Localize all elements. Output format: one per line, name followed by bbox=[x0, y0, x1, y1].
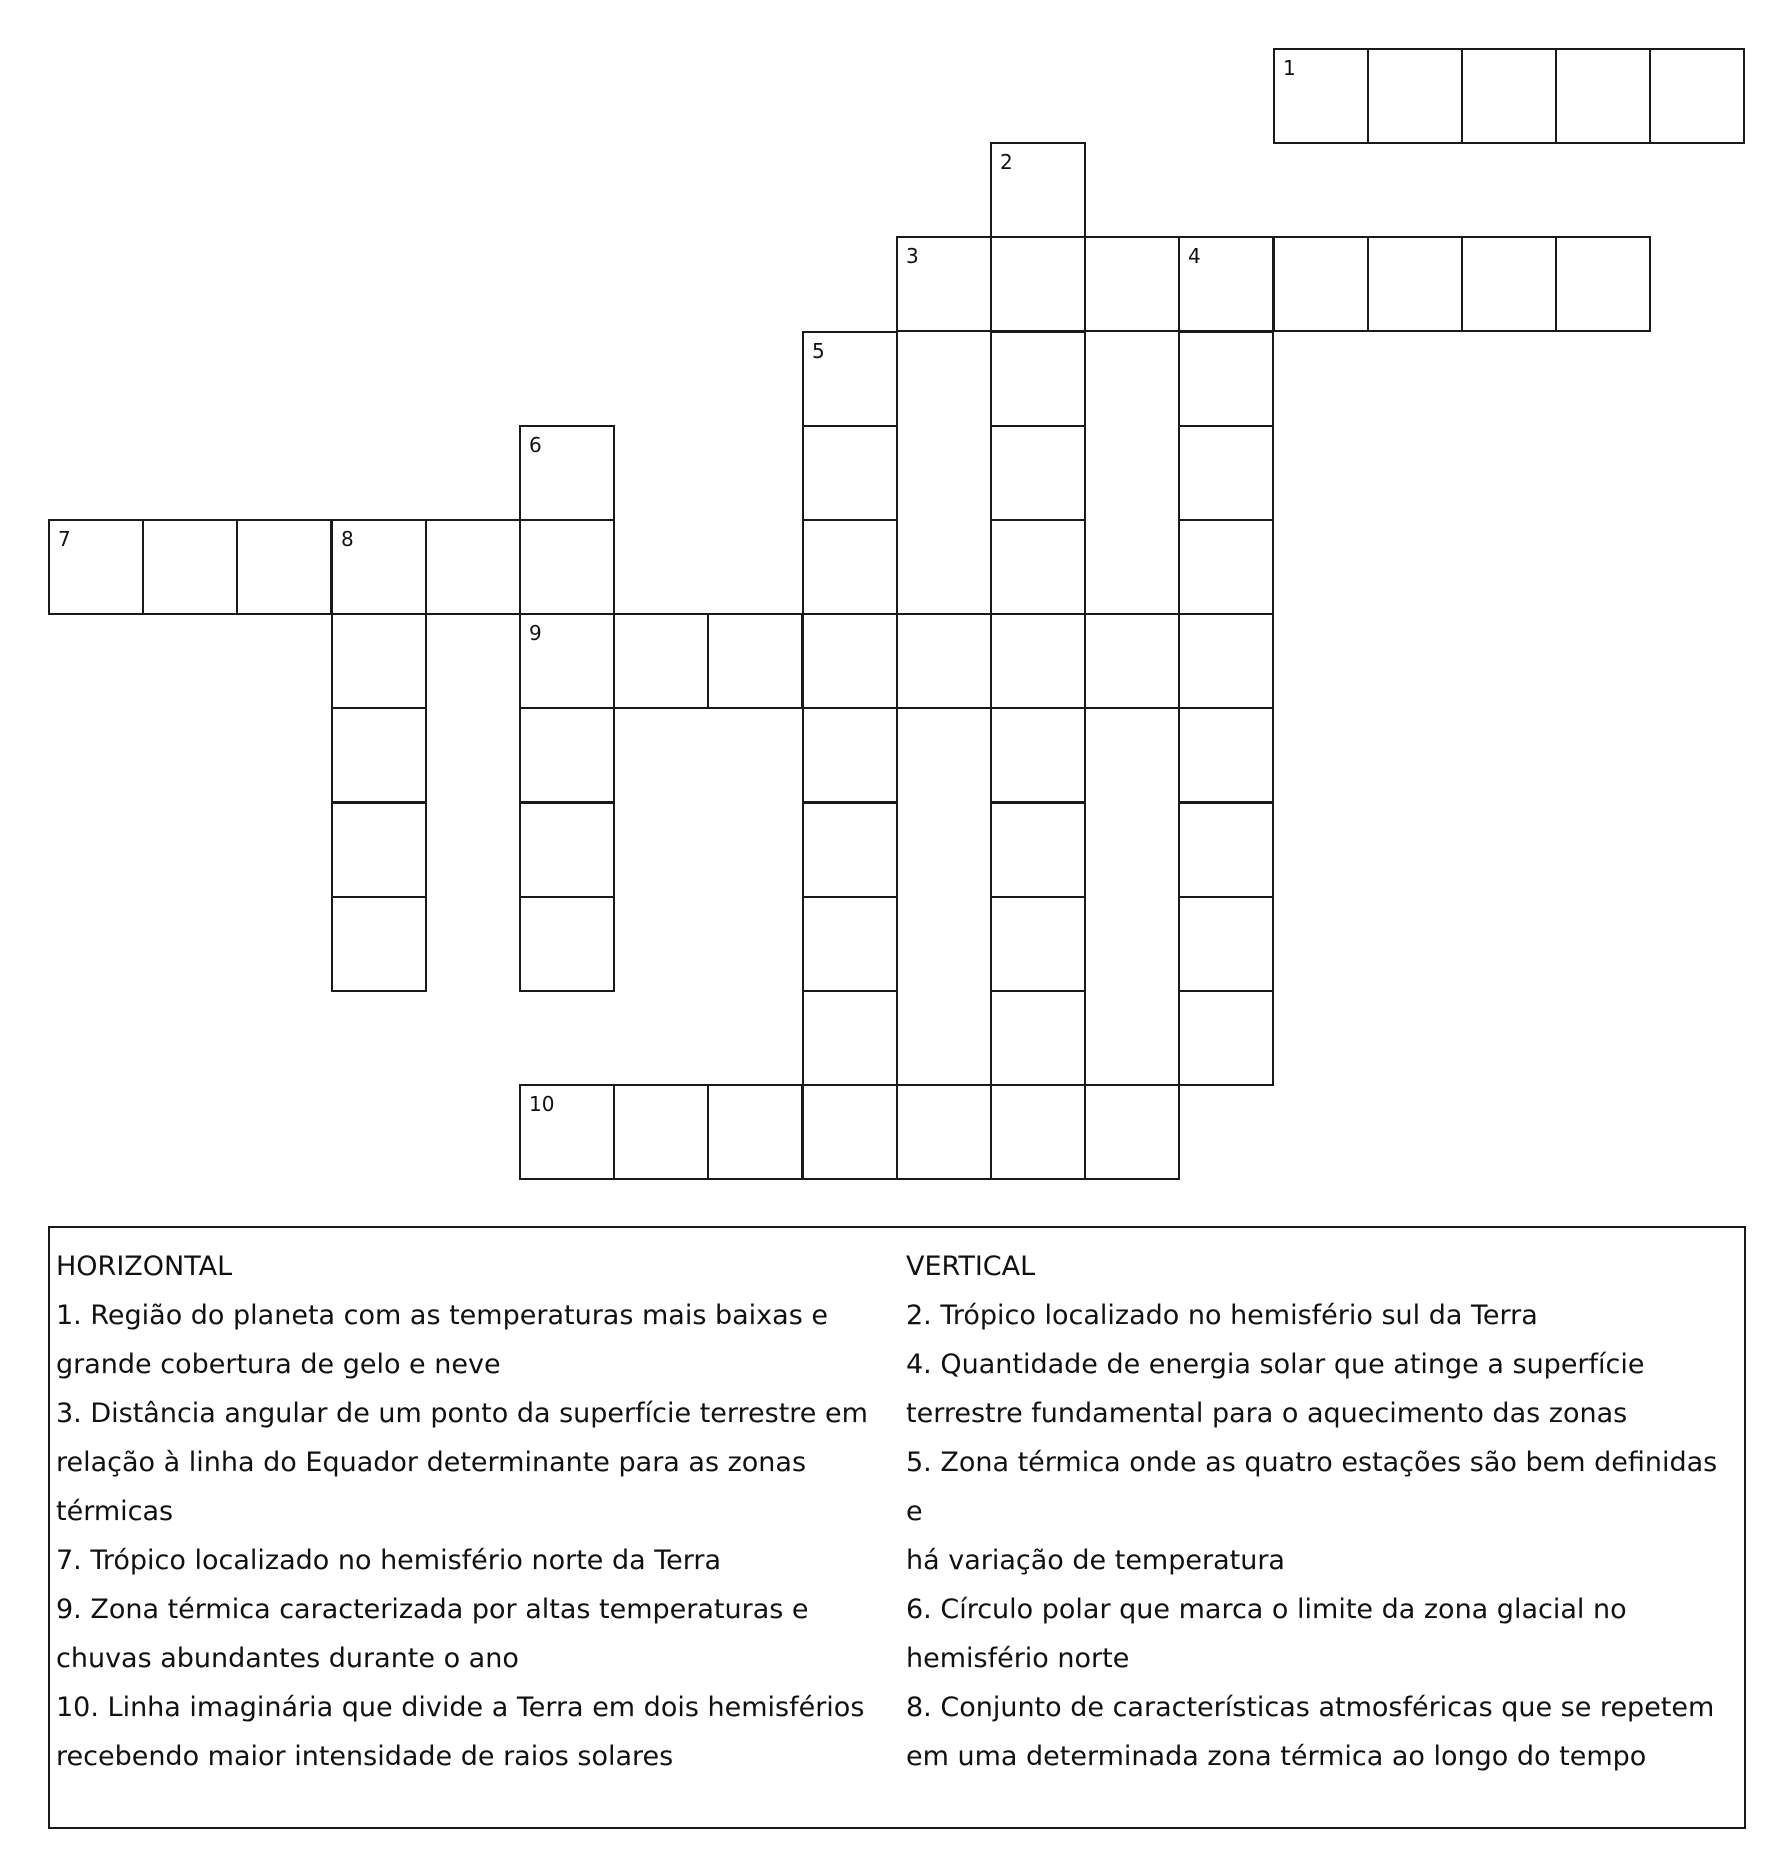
crossword-cell[interactable] bbox=[990, 990, 1086, 1086]
crossword-cell[interactable] bbox=[896, 613, 992, 709]
cell-number: 10 bbox=[529, 1092, 555, 1116]
crossword-cell[interactable] bbox=[519, 896, 615, 992]
vertical-heading: VERTICAL bbox=[906, 1251, 1036, 1282]
crossword-cell[interactable] bbox=[1178, 519, 1274, 615]
clues-box bbox=[48, 1226, 1746, 1829]
cell-number: 5 bbox=[812, 339, 825, 363]
crossword-cell[interactable] bbox=[990, 519, 1086, 615]
crossword-cell[interactable] bbox=[1649, 48, 1745, 144]
horizontal-clues bbox=[56, 1242, 886, 1781]
crossword-cell[interactable] bbox=[425, 519, 521, 615]
crossword-cell[interactable] bbox=[613, 1084, 709, 1180]
crossword-cell[interactable] bbox=[802, 1084, 898, 1180]
crossword-cell[interactable] bbox=[990, 331, 1086, 427]
cell-number: 3 bbox=[906, 244, 919, 268]
crossword-cell[interactable] bbox=[1084, 613, 1180, 709]
clue-line: 5. Zona térmica onde as quatro estações são bem definidas e bbox=[906, 1447, 1718, 1527]
clue-line: terrestre fundamental para o aquecimento das zonas bbox=[906, 1398, 1628, 1429]
clue-line: há variação de temperatura bbox=[906, 1545, 1285, 1576]
crossword-cell[interactable] bbox=[802, 331, 898, 427]
crossword-cell[interactable] bbox=[1178, 896, 1274, 992]
clue-line: 6. Círculo polar que marca o limite da zona glacial no bbox=[906, 1594, 1627, 1625]
crossword-cell[interactable] bbox=[519, 1084, 615, 1180]
crossword-cell[interactable] bbox=[802, 613, 898, 709]
crossword-cell[interactable] bbox=[613, 613, 709, 709]
clue-line: chuvas abundantes durante o ano bbox=[56, 1643, 519, 1674]
crossword-cell[interactable] bbox=[519, 802, 615, 898]
crossword-cell[interactable] bbox=[331, 519, 427, 615]
crossword-cell[interactable] bbox=[896, 1084, 992, 1180]
crossword-cell[interactable] bbox=[1555, 48, 1651, 144]
crossword-cell[interactable] bbox=[802, 425, 898, 521]
crossword-cell[interactable] bbox=[1367, 48, 1463, 144]
crossword-cell[interactable] bbox=[707, 613, 803, 709]
crossword-cell[interactable] bbox=[519, 613, 615, 709]
crossword-cell[interactable] bbox=[48, 519, 144, 615]
crossword-cell[interactable] bbox=[1178, 613, 1274, 709]
crossword-cell[interactable] bbox=[990, 802, 1086, 898]
crossword-cell[interactable] bbox=[331, 707, 427, 803]
horizontal-heading: HORIZONTAL bbox=[56, 1251, 233, 1282]
clue-line: em uma determinada zona térmica ao longo do tempo bbox=[906, 1741, 1647, 1772]
crossword-cell[interactable] bbox=[236, 519, 332, 615]
vertical-clues bbox=[906, 1242, 1742, 1781]
crossword-cell[interactable] bbox=[1273, 236, 1369, 332]
crossword-cell[interactable] bbox=[1367, 236, 1463, 332]
crossword-cell[interactable] bbox=[1084, 1084, 1180, 1180]
crossword-cell[interactable] bbox=[990, 236, 1086, 332]
crossword-cell[interactable] bbox=[1178, 707, 1274, 803]
clue-line: 1. Região do planeta com as temperaturas mais baixas e bbox=[56, 1300, 828, 1331]
crossword-cell[interactable] bbox=[802, 707, 898, 803]
cell-number: 9 bbox=[529, 621, 542, 645]
crossword-cell[interactable] bbox=[1273, 48, 1369, 144]
clue-line: hemisfério norte bbox=[906, 1643, 1130, 1674]
crossword-cell[interactable] bbox=[990, 425, 1086, 521]
crossword-cell[interactable] bbox=[1178, 425, 1274, 521]
clue-line: 8. Conjunto de características atmosféricas que se repetem bbox=[906, 1692, 1715, 1723]
crossword-cell[interactable] bbox=[519, 519, 615, 615]
crossword-cell[interactable] bbox=[519, 425, 615, 521]
cell-number: 6 bbox=[529, 433, 542, 457]
clue-line: 3. Distância angular de um ponto da superfície terrestre em bbox=[56, 1398, 868, 1429]
crossword-cell[interactable] bbox=[990, 707, 1086, 803]
crossword-cell[interactable] bbox=[331, 613, 427, 709]
cell-number: 8 bbox=[341, 527, 354, 551]
crossword-cell[interactable] bbox=[1178, 236, 1274, 332]
crossword-cell[interactable] bbox=[142, 519, 238, 615]
crossword-cell[interactable] bbox=[1178, 331, 1274, 427]
clue-line: recebendo maior intensidade de raios solares bbox=[56, 1741, 674, 1772]
crossword-cell[interactable] bbox=[802, 519, 898, 615]
crossword-cell[interactable] bbox=[896, 236, 992, 332]
crossword-cell[interactable] bbox=[990, 613, 1086, 709]
crossword-cell[interactable] bbox=[1178, 802, 1274, 898]
crossword-cell[interactable] bbox=[802, 990, 898, 1086]
clue-line: 4. Quantidade de energia solar que atinge a superfície bbox=[906, 1349, 1645, 1380]
crossword-cell[interactable] bbox=[519, 707, 615, 803]
crossword-cell[interactable] bbox=[1461, 236, 1557, 332]
cell-number: 1 bbox=[1283, 56, 1296, 80]
cell-number: 4 bbox=[1188, 244, 1201, 268]
crossword-cell[interactable] bbox=[1178, 990, 1274, 1086]
crossword-cell[interactable] bbox=[802, 896, 898, 992]
crossword-cell[interactable] bbox=[802, 802, 898, 898]
clue-line: 7. Trópico localizado no hemisfério norte da Terra bbox=[56, 1545, 722, 1576]
cell-number: 2 bbox=[1000, 150, 1013, 174]
crossword-cell[interactable] bbox=[990, 142, 1086, 238]
crossword-cell[interactable] bbox=[1461, 48, 1557, 144]
crossword-cell[interactable] bbox=[1084, 236, 1180, 332]
clue-line: térmicas bbox=[56, 1496, 174, 1527]
crossword-cell[interactable] bbox=[990, 1084, 1086, 1180]
clue-line: 2. Trópico localizado no hemisfério sul da Terra bbox=[906, 1300, 1538, 1331]
clue-line: relação à linha do Equador determinante para as zonas bbox=[56, 1447, 807, 1478]
clue-line: 10. Linha imaginária que divide a Terra em dois hemisférios bbox=[56, 1692, 865, 1723]
crossword-cell[interactable] bbox=[990, 896, 1086, 992]
crossword-cell[interactable] bbox=[707, 1084, 803, 1180]
clue-line: grande cobertura de gelo e neve bbox=[56, 1349, 501, 1380]
crossword-cell[interactable] bbox=[1555, 236, 1651, 332]
cell-number: 7 bbox=[58, 527, 71, 551]
crossword-cell[interactable] bbox=[331, 896, 427, 992]
crossword-cell[interactable] bbox=[331, 802, 427, 898]
clue-line: 9. Zona térmica caracterizada por altas temperaturas e bbox=[56, 1594, 809, 1625]
